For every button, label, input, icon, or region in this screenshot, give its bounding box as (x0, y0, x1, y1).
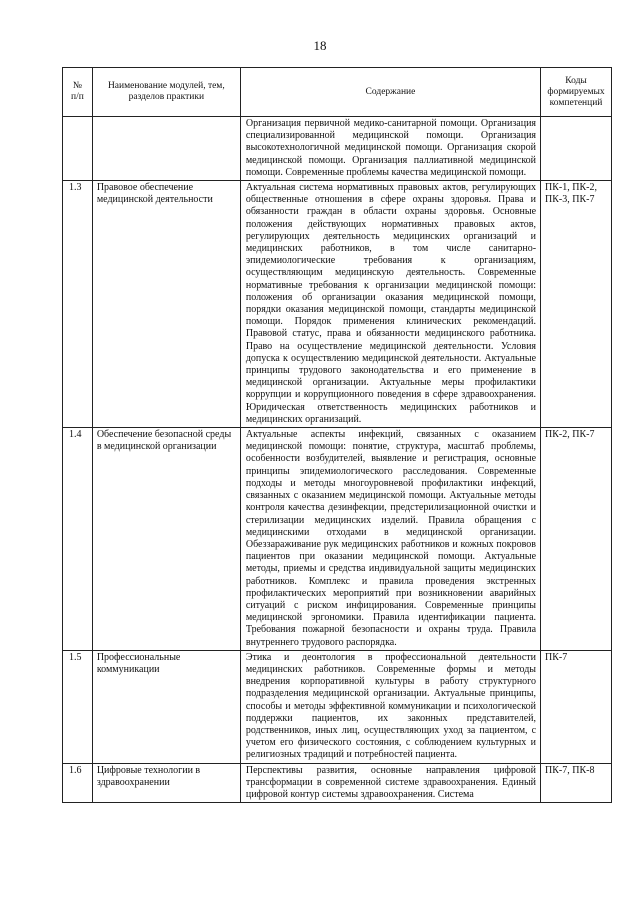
row-content: Перспективы развития, основные направления цифровой трансформации в современной системе здравоохранения. Единый цифровой контур системы здравоохранения. Система (240, 763, 540, 803)
row-name (92, 117, 240, 181)
row-codes (541, 117, 612, 181)
row-codes: ПК-1, ПК-2, ПК-3, ПК-7 (541, 181, 612, 428)
table-row (63, 428, 612, 651)
row-num (63, 117, 93, 181)
row-content: Актуальные аспекты инфекций, связанных с оказанием медицинской помощи: понятие, структура, масштаб проблемы, особенности возбудителей, выявление и регистрация, основные принципы эпидемиологического расследования. Современные подходы и методы многоуровневой профилактики инфекций, связанных с оказанием медицинской помощи. Актуальные методы контроля качества дезинфекции, предстерилизационной очистки и стерилизации медицинских изделий. Правила обращения с медицинскими отходами в медицинской организации. Обеззараживание рук медицинских работников и кожных покровов пациентов при оказании медицинской помощи. Актуальные методы, приемы и средства индивидуальной защиты медицинских работников. Комплекс и правила проведения экстренных профилактических мероприятий при возникновении аварийных ситуаций с риском инфицирования. Современные принципы медицинской эргономики. Правила идентификации пациента. Требования пожарной безопасности и охраны труда. Правила внутреннего трудового распорядка. (240, 428, 540, 651)
row-name: Цифровые технологии в здравоохранении (92, 763, 240, 803)
row-content: Этика и деонтология в профессиональной деятельности медицинских работников. Современные формы и методы внедрения корпоративной культуры в работу структурного подразделения медицинской организации. Актуальные принципы, способы и методы эффективной коммуникации и психологической поддержки пациентов, их законных представителей, родственников, иных лиц, осуществляющих уход за пациентом, с учетом его физического состояния, с соблюдением культурных и религиозных традиций и потребностей пациента. (240, 650, 540, 763)
row-codes: ПК-7 (541, 650, 612, 763)
row-codes: ПК-2, ПК-7 (541, 428, 612, 651)
row-num: 1.4 (63, 428, 93, 651)
table-row (63, 763, 612, 803)
table-row (63, 650, 612, 763)
header-content: Содержание (240, 68, 540, 117)
row-content: Актуальная система нормативных правовых актов, регулирующих общественные отношения в сфере охраны здоровья. Права и обязанности граждан в области охраны здоровья. Основные положения действующих нормативных правовых актов, регулирующих деятельность медицинских организаций и медицинских работников, в том числе санитарно-эпидемиологические требования к организациям, осуществляющим медицинскую деятельность. Современные нормативные требования к организации медицинской помощи: положения об организации оказания медицинской помощи, порядки оказания медицинской помощи, стандарты медицинской помощи. Порядок применения клинических рекомендаций. Правовой статус, права и обязанности медицинского работника. Право на осуществление медицинской деятельности. Условия допуска к осуществлению медицинской деятельности. Актуальные принципы трудового законодательства и его применение в медицинской организации. Актуальные меры профилактики коррупции и коррупционного поведения в сфере здравоохранения. Юридическая ответственность медицинских работников и медицинских организаций. (240, 181, 540, 428)
table-row (63, 181, 612, 428)
row-name: Обеспечение безопасной среды в медицинской организации (92, 428, 240, 651)
row-codes: ПК-7, ПК-8 (541, 763, 612, 803)
row-name: Профессиональные коммуникации (92, 650, 240, 763)
row-num: 1.5 (63, 650, 93, 763)
page-number: 18 (313, 38, 327, 53)
table-row (63, 117, 612, 181)
row-name: Правовое обеспечение медицинской деятельности (92, 181, 240, 428)
header-codes: Коды формируемых компетенций (541, 68, 612, 117)
practice-content-table (62, 67, 612, 803)
row-num: 1.3 (63, 181, 93, 428)
row-content: Организация первичной медико-санитарной помощи. Организация специализированной медицинской помощи. Организация высокотехнологичной медицинской помощи. Организация скорой медицинской помощи. Организация паллиативной медицинской помощи. Современные проблемы качества медицинской помощи. (240, 117, 540, 181)
header-num: № п/п (63, 68, 93, 117)
row-num: 1.6 (63, 763, 93, 803)
table-header-row (63, 68, 612, 117)
header-name: Наименование модулей, тем, разделов практики (92, 68, 240, 117)
